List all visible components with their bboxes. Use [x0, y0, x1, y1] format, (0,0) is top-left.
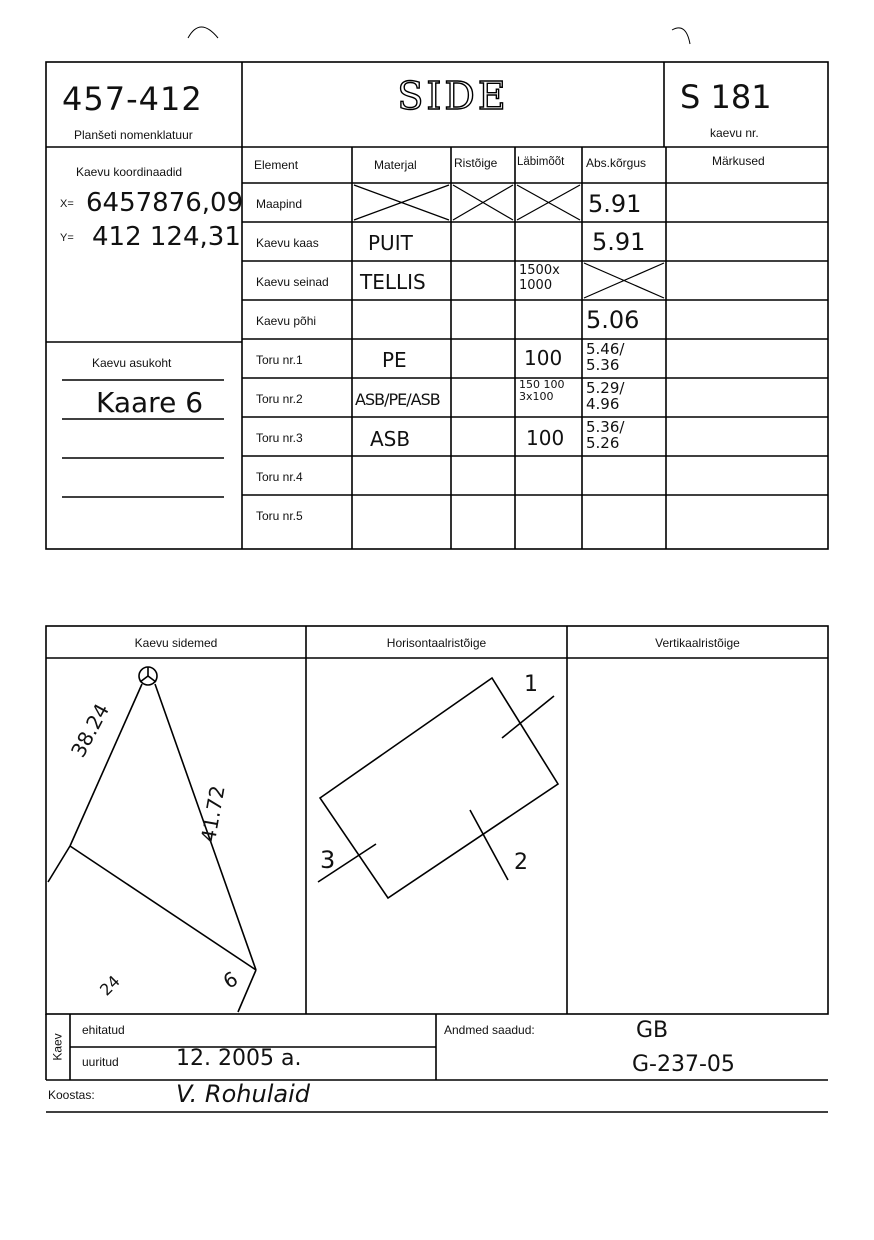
row-element-toru-1: Toru nr.1	[256, 353, 303, 367]
links-sketch-label: Kaevu sidemed	[134, 636, 218, 650]
form-title: SIDE	[397, 74, 509, 118]
row-element-toru-5: Toru nr.5	[256, 509, 303, 523]
pipe-label-2: 2	[514, 850, 528, 875]
row-element-toru-2: Toru nr.2	[256, 392, 303, 406]
toru2-material: ASB/PE/ASB	[355, 390, 440, 409]
well-side-label: Kaev	[50, 1033, 65, 1061]
pipe-label-1: 1	[524, 672, 538, 697]
x-coordinate: 6457876,09	[86, 188, 244, 218]
col-header-material: Materjal	[374, 158, 417, 172]
col-header-cross: Ristõige	[454, 156, 498, 170]
x-prefix: X=	[60, 198, 74, 210]
toru2-abs: 5.29/ 4.96	[586, 379, 625, 413]
col-header-element: Element	[254, 158, 299, 172]
location-value: Kaare 6	[96, 386, 204, 419]
y-prefix: Y=	[60, 232, 74, 244]
col-header-notes: Märkused	[712, 154, 765, 168]
toru1-abs: 5.46/ 5.36	[586, 340, 625, 374]
label-6: 6	[218, 966, 242, 994]
maapind-abs: 5.91	[588, 190, 642, 218]
planset-label: Planšeti nomenklatuur	[74, 128, 193, 142]
compiled-value: V. Rohulaid	[176, 1080, 310, 1108]
row-element-kaevu-pohi: Kaevu põhi	[256, 314, 317, 328]
horizontal-section-label: Horisontaalristõige	[386, 636, 487, 650]
distance-38-24: 38.24	[66, 699, 115, 762]
compiled-label: Koostas:	[48, 1088, 95, 1102]
label-24: 24	[96, 971, 124, 1000]
row-element-maapind: Maapind	[256, 197, 303, 211]
kaas-material: PUIT	[368, 231, 413, 255]
vertical-section-label: Vertikaalristõige	[655, 636, 740, 650]
kaas-abs: 5.91	[592, 228, 646, 256]
toru1-material: PE	[382, 348, 407, 372]
well-number-label: kaevu nr.	[710, 126, 759, 140]
pipe-label-3: 3	[320, 846, 336, 874]
toru3-abs: 5.36/ 5.26	[586, 418, 625, 452]
toru3-diameter: 100	[526, 426, 565, 450]
row-element-kaevu-kaas: Kaevu kaas	[256, 236, 319, 250]
planset-value: 457-412	[62, 80, 203, 118]
surveyed-value: 12. 2005 a.	[176, 1046, 302, 1071]
location-label: Kaevu asukoht	[92, 356, 172, 370]
surveyed-label: uuritud	[82, 1055, 119, 1069]
row-element-toru-4: Toru nr.4	[256, 470, 303, 484]
links-sketch	[48, 667, 256, 1012]
data-received-label: Andmed saadud:	[444, 1023, 535, 1037]
seinad-diameter: 1500x 1000	[519, 263, 560, 293]
distance-41-72: 41.72	[196, 783, 230, 845]
toru3-material: ASB	[370, 427, 411, 451]
well-number-value: S 181	[680, 78, 772, 116]
data-received-number: G-237-05	[632, 1052, 735, 1077]
pohi-abs: 5.06	[586, 306, 640, 334]
y-coordinate: 412 124,31	[92, 222, 241, 252]
col-header-diameter: Läbimõõt	[517, 156, 565, 168]
toru2-diameter: 150 100 3x100	[519, 378, 565, 403]
coordinates-label: Kaevu koordinaadid	[76, 165, 183, 179]
col-header-abs: Abs.kõrgus	[586, 156, 647, 170]
seinad-material: TELLIS	[360, 270, 426, 294]
row-element-kaevu-seinad: Kaevu seinad	[256, 275, 329, 289]
data-received-source: GB	[636, 1018, 669, 1043]
row-element-toru-3: Toru nr.3	[256, 431, 303, 445]
toru1-diameter: 100	[524, 346, 563, 370]
built-label: ehitatud	[82, 1023, 125, 1037]
